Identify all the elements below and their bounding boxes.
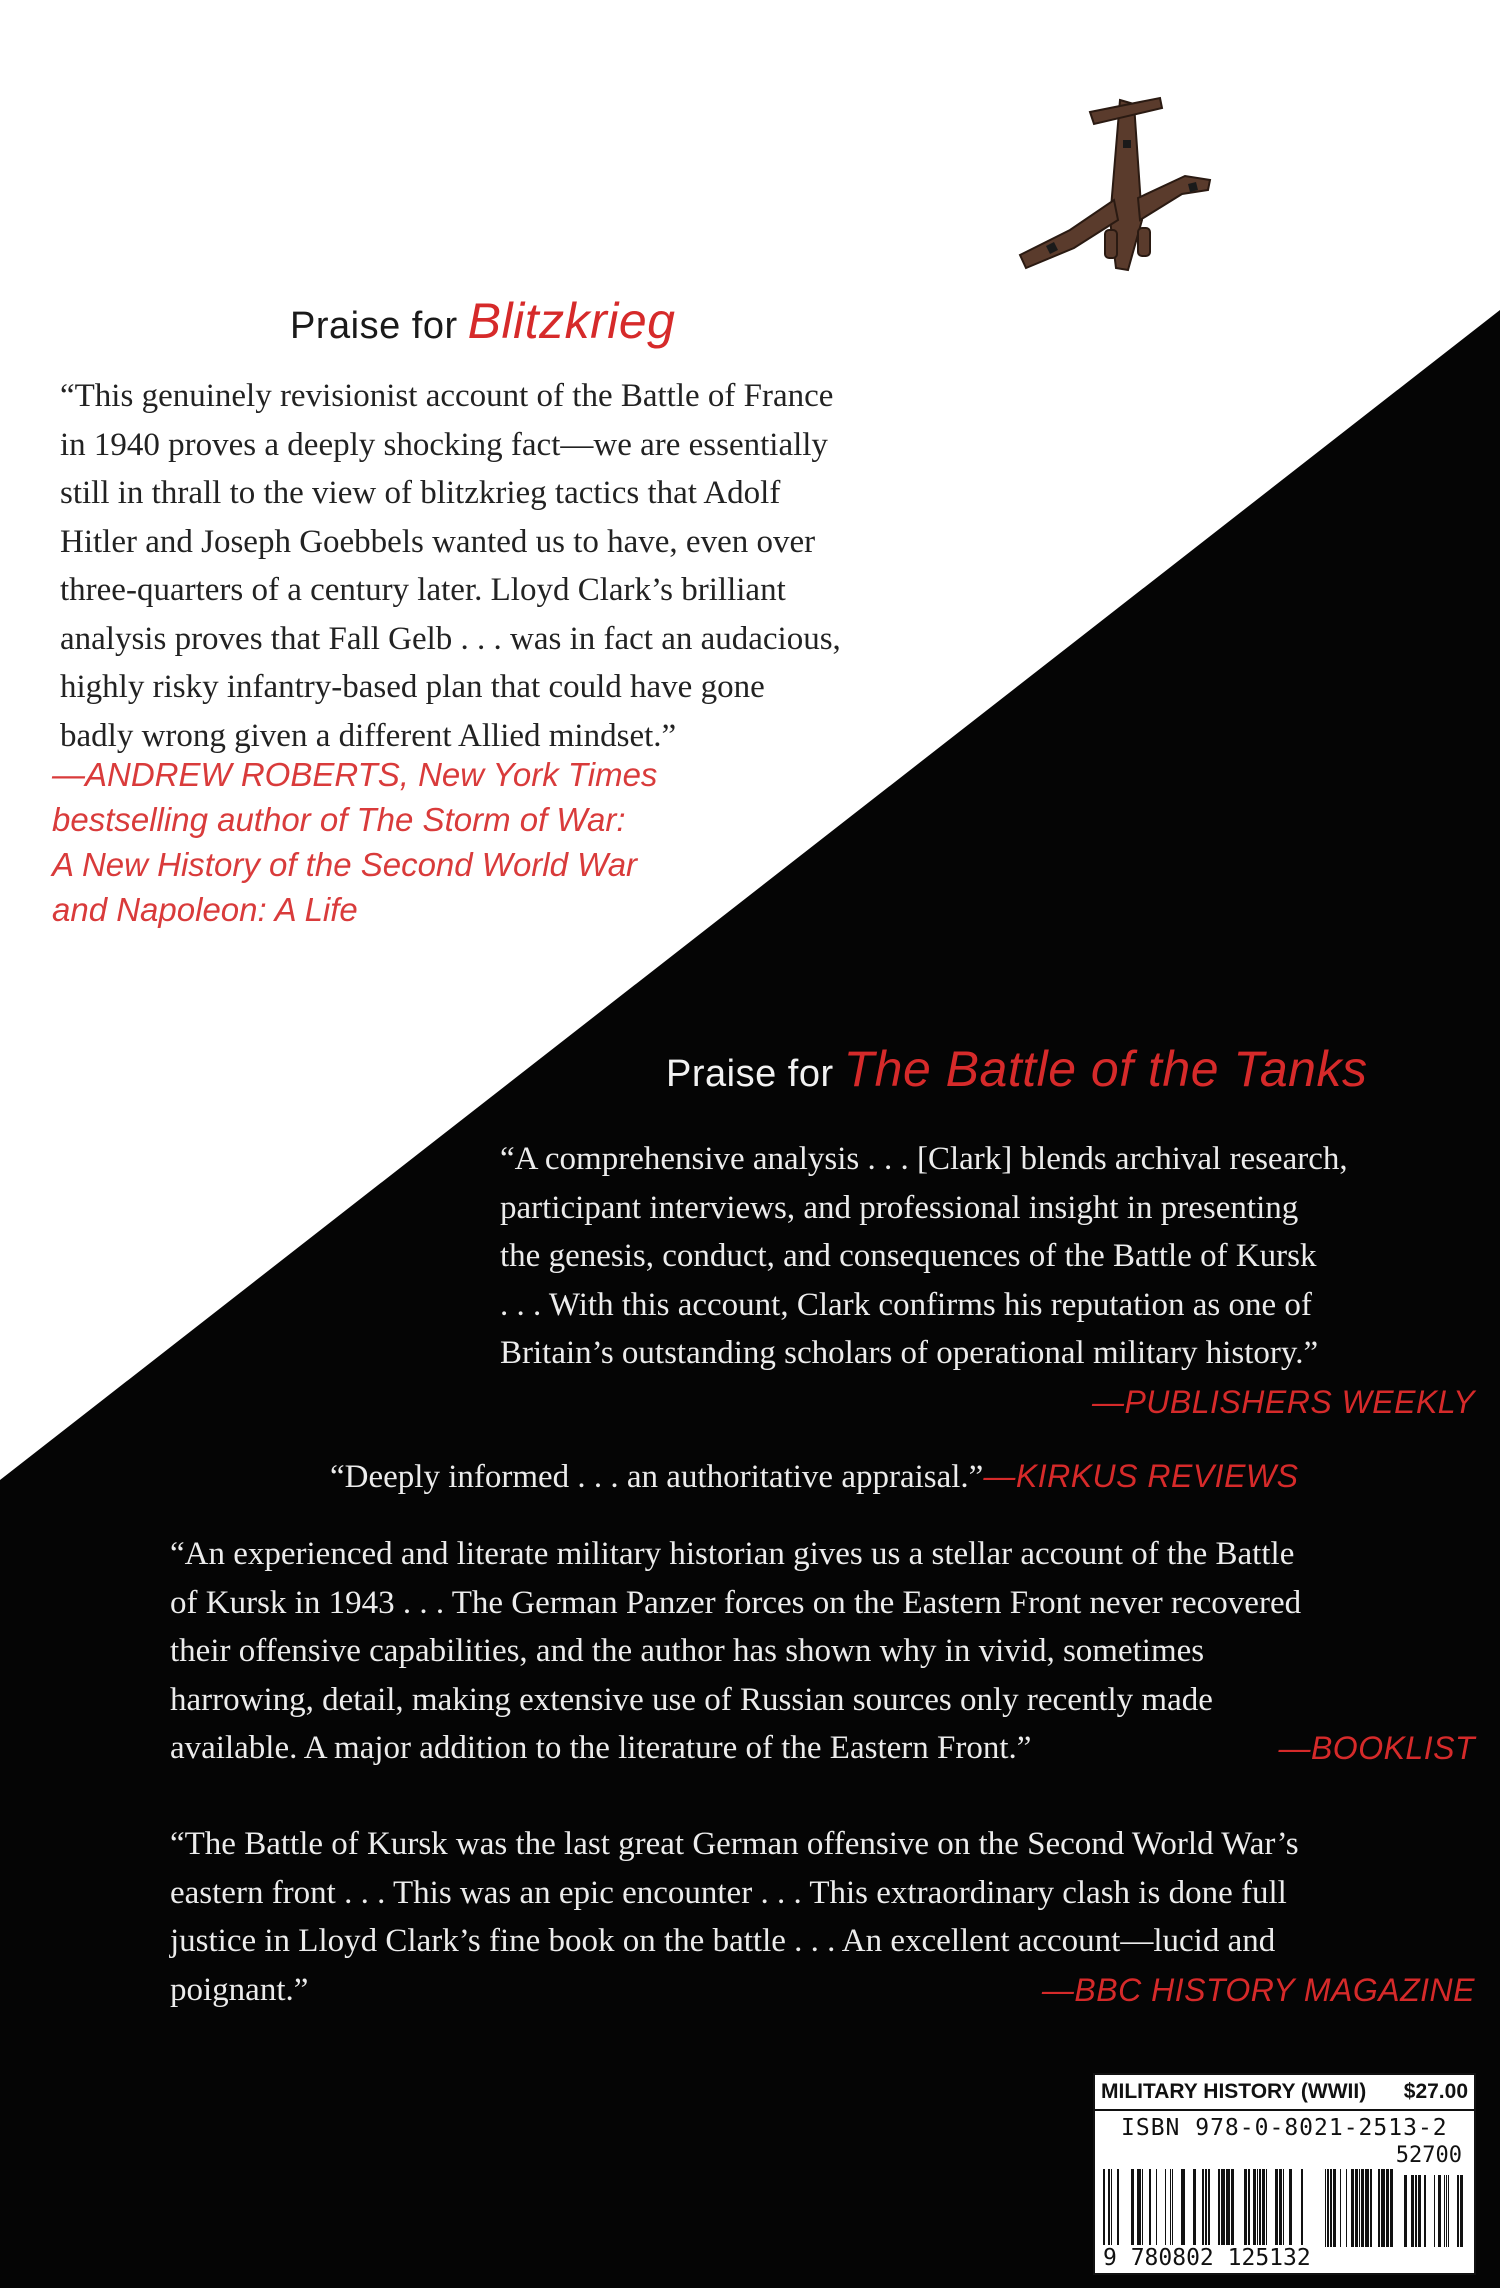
barcode-bar: [1131, 2169, 1134, 2247]
quote-line: eastern front . . . This was an epic encounter . . . This extraordinary clash is done full: [170, 1874, 1287, 1911]
booklist-quote: [170, 1530, 1475, 1773]
barcode-bar: [1404, 2175, 1407, 2247]
barcode-bar: [1444, 2175, 1445, 2247]
barcode-bar: [1266, 2169, 1267, 2247]
barcode-bar: [1370, 2169, 1372, 2247]
quote-line: Hitler and Joseph Goebbels wanted us to have, even over: [60, 523, 816, 560]
barcode-bar: [1411, 2175, 1414, 2247]
barcode-bar: [1111, 2169, 1112, 2247]
quote-line: the genesis, conduct, and consequences of the Battle of Kursk: [500, 1238, 1317, 1274]
barcode-box: [1093, 2073, 1476, 2275]
quote-line: highly risky infantry-based plan that could have gone: [60, 669, 765, 705]
barcode-bar: [1172, 2169, 1173, 2247]
book-title-blitzkrieg: Blitzkrieg: [467, 293, 676, 349]
barcode-bar: [1448, 2175, 1449, 2247]
barcode-bar: [1218, 2169, 1220, 2247]
barcode-bar: [1103, 2169, 1105, 2247]
barcode-bar: [1390, 2169, 1393, 2247]
barcode-bar: [1301, 2169, 1303, 2247]
barcode-bar: [1283, 2169, 1284, 2247]
barcode-bar: [1457, 2175, 1459, 2247]
book-title-tanks: The Battle of the Tanks: [843, 1041, 1368, 1097]
bbc-quote: [170, 1820, 1475, 2014]
quote-line: Britain’s outstanding scholars of operational military history.”: [500, 1335, 1319, 1371]
barcode-bar: [1325, 2169, 1326, 2247]
barcode-bar: [1257, 2169, 1258, 2247]
quote-line: still in thrall to the view of blitzkrieg tactics that Adolf: [60, 475, 781, 511]
category-label: MILITARY HISTORY (WWII): [1101, 2080, 1367, 2103]
barcode-bar: [1361, 2169, 1364, 2247]
praise-label: Praise for: [666, 1053, 834, 1095]
barcode-bar: [1205, 2169, 1207, 2247]
price-label: $27.00: [1403, 2080, 1468, 2103]
barcode-bar: [1193, 2169, 1196, 2247]
quote-text: “Deeply informed . . . an authoritative appraisal.”: [330, 1459, 984, 1495]
plane-icon: [1010, 80, 1220, 290]
barcode-bar: [1378, 2169, 1380, 2247]
quote-line: justice in Lloyd Clark’s fine book on the battle . . . An excellent account—lucid and: [170, 1923, 1276, 1959]
blitzkrieg-quote: [60, 372, 940, 760]
barcode-bar: [1137, 2169, 1141, 2247]
quote-line: . . . With this account, Clark confirms his reputation as one of: [500, 1286, 1312, 1323]
barcode-bar: [1381, 2169, 1385, 2247]
barcode-bar: [1460, 2175, 1463, 2247]
barcode-bar: [1386, 2169, 1389, 2247]
quote-line: participant interviews, and professional insight in presenting: [500, 1189, 1299, 1226]
quote-line: “This genuinely revisionist account of the Battle of France: [60, 378, 834, 414]
barcode-bar: [1108, 2169, 1110, 2247]
quote-line: “An experienced and literate military historian gives us a stellar account of the Battle: [170, 1536, 1295, 1572]
praise-label: Praise for: [290, 305, 458, 347]
barcode-bar: [1253, 2169, 1256, 2247]
barcode-bar: [1434, 2175, 1435, 2247]
quote-line: “The Battle of Kursk was the last great German offensive on the Second World War’s: [170, 1826, 1299, 1862]
barcode-bar: [1333, 2169, 1336, 2247]
attribution-line: bestselling author of The Storm of War:: [52, 801, 626, 838]
kirkus-quote: [330, 1452, 1475, 1502]
quote-line: “A comprehensive analysis . . . [Clark] blends archival research,: [500, 1141, 1348, 1177]
barcode-bar: [1165, 2169, 1166, 2247]
quote-line: their offensive capabilities, and the author has shown why in vivid, sometimes: [170, 1633, 1205, 1669]
barcode-bar: [1424, 2175, 1426, 2247]
barcode-bar: [1259, 2169, 1261, 2247]
barcode-bar: [1330, 2169, 1332, 2247]
attribution-line: and Napoleon: A Life: [52, 891, 358, 928]
barcode-bar: [1231, 2169, 1234, 2247]
quote-source: —PUBLISHERS WEEKLY: [1091, 1383, 1475, 1420]
blitzkrieg-heading: [290, 292, 675, 350]
blitzkrieg-attribution: [52, 752, 657, 932]
barcode-bar: [1289, 2169, 1292, 2247]
barcode-bar: [1279, 2169, 1282, 2247]
quote-line: poignant.”: [170, 1971, 309, 2008]
barcode-bar: [1208, 2169, 1210, 2247]
tanks-heading: [666, 1040, 1367, 1098]
publishers-weekly-quote: [500, 1135, 1475, 1426]
quote-line: in 1940 proves a deeply shocking fact—we are essentially: [60, 426, 828, 463]
barcode-bar: [1346, 2169, 1347, 2247]
attribution-line: —ANDREW ROBERTS, New York Times: [52, 756, 658, 793]
barcode-bar: [1438, 2175, 1441, 2247]
ean-digits: 9 780802 125132: [1103, 2245, 1311, 2271]
quote-line: available. A major addition to the literature of the Eastern Front.”: [170, 1730, 1032, 1766]
isbn-text: ISBN 978-0-8021-2513-2: [1121, 2115, 1448, 2141]
barcode-header: [1095, 2075, 1474, 2111]
quote-source: —BOOKLIST: [1278, 1730, 1475, 1766]
quote-source: —KIRKUS REVIEWS: [983, 1458, 1299, 1494]
attribution-line: A New History of the Second World War: [52, 846, 638, 883]
price-code: 52700: [1395, 2143, 1462, 2168]
barcode-bar: [1365, 2169, 1369, 2247]
barcode-bar: [1156, 2169, 1157, 2247]
barcode-bar: [1340, 2169, 1341, 2247]
quote-line: harrowing, detail, making extensive use of Russian sources only recently made: [170, 1681, 1213, 1718]
quote-line: badly wrong given a different Allied mindset.”: [60, 717, 677, 754]
barcode-bar: [1226, 2169, 1230, 2247]
barcode-bar: [1221, 2169, 1225, 2247]
barcode-bar: [1327, 2169, 1329, 2247]
barcode-bar: [1359, 2169, 1360, 2247]
barcode-bar: [1202, 2169, 1204, 2247]
barcode-bar: [1275, 2169, 1278, 2247]
barcode-bar: [1355, 2169, 1358, 2247]
quote-line: three-quarters of a century later. Lloyd Clark’s brilliant: [60, 572, 786, 608]
barcode-bar: [1149, 2169, 1151, 2247]
barcode-bar: [1418, 2175, 1421, 2247]
barcode-bar: [1415, 2175, 1417, 2247]
barcode-bar: [1181, 2169, 1185, 2247]
quote-line: analysis proves that Fall Gelb . . . was in fact an audacious,: [60, 620, 841, 657]
barcode-bar: [1351, 2169, 1354, 2247]
barcode-bar: [1244, 2169, 1247, 2247]
barcode-bar: [1262, 2169, 1265, 2247]
barcode-bar: [1170, 2169, 1171, 2247]
barcode-bar: [1142, 2169, 1143, 2247]
barcode-bar: [1117, 2169, 1119, 2247]
quote-source: —BBC HISTORY MAGAZINE: [1041, 1971, 1475, 2008]
barcode-bar: [1248, 2169, 1250, 2247]
quote-line: of Kursk in 1943 . . . The German Panzer forces on the Eastern Front never recovered: [170, 1584, 1302, 1621]
barcode-bar: [1446, 2175, 1447, 2247]
